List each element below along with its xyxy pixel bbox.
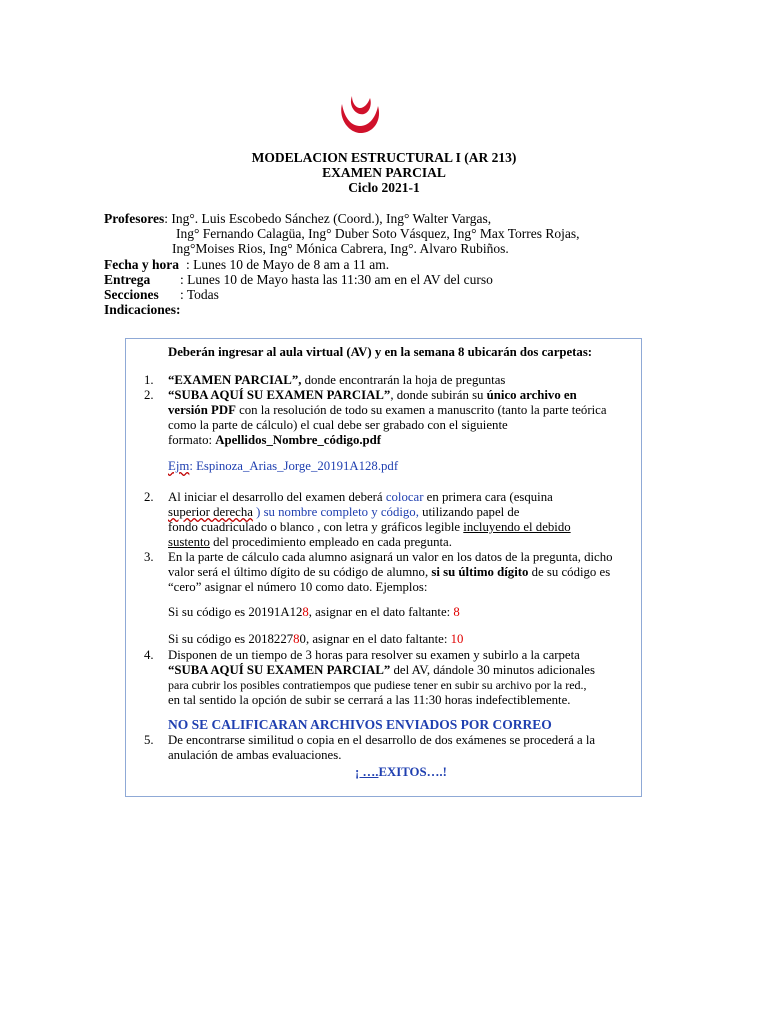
item-1-rest: donde encontrarán la hoja de preguntas xyxy=(301,373,506,387)
item-2b-l1-b: colocar xyxy=(385,490,424,504)
item-2b-l3-b: incluyendo el debido xyxy=(463,520,571,534)
example-value: : Espinoza_Arias_Jorge_20191A128.pdf xyxy=(189,459,399,473)
example-2 xyxy=(168,632,463,647)
item-3-line-1: En la parte de cálculo cada alumno asignará un valor en los datos de la pregunta, dicho xyxy=(168,550,613,564)
item-2b-line-4 xyxy=(168,535,452,550)
item-3-line-2 xyxy=(168,565,610,580)
item-2-line-3: como la parte de cálculo) el cual debe ser grabado con el siguiente xyxy=(168,418,508,432)
item-3-l2-a: valor será el último dígito de su código de alumno, xyxy=(168,565,432,579)
item-3-number: 3. xyxy=(144,550,154,564)
profesores-value-1: : Ing°. Luis Escobedo Sánchez (Coord.), Ing° Walter Vargas, xyxy=(164,211,492,226)
item-2b-l4-b: del procedimiento empleado en cada pregunta. xyxy=(209,535,452,549)
item-2-bold2: único archivo en xyxy=(486,388,577,402)
ex1-d: 8 xyxy=(453,605,460,619)
item-1-bold: “EXAMEN PARCIAL”, xyxy=(168,373,302,387)
item-1-number: 1. xyxy=(144,373,154,387)
item-2b-l2-b: ) su nombre completo y código, xyxy=(252,505,419,519)
item-2b-number: 2. xyxy=(144,490,154,504)
item-2b-l3-a: fondo cuadriculado o blanco , con letra y gráficos legible xyxy=(168,520,464,534)
ex2-a: Si su código es 2018227 xyxy=(168,632,294,646)
ex2-b2: 0 xyxy=(299,632,306,646)
profesores-line-3: Ing°Moises Rios, Ing° Mónica Cabrera, Ing°. Alvaro Rubiños. xyxy=(172,241,509,256)
item-1-text xyxy=(168,373,505,388)
instructions-box xyxy=(125,338,642,797)
item-2-line-1 xyxy=(168,388,577,403)
item-4-l2-bold: “SUBA AQUÍ SU EXAMEN PARCIAL” xyxy=(168,663,391,677)
exam-title: EXAMEN PARCIAL xyxy=(322,165,446,180)
item-2-mid: , donde subirán su xyxy=(390,388,487,402)
item-2b-line-1 xyxy=(168,490,553,505)
secciones-value: : Todas xyxy=(180,287,219,302)
fecha-value: : Lunes 10 de Mayo de 8 am a 11 am. xyxy=(186,257,390,272)
exitos-a: ¡ …. xyxy=(355,765,379,779)
item-2-pdf-bold: versión PDF xyxy=(168,403,236,417)
item-4-l2-rest: del AV, dándole 30 minutos adicionales xyxy=(390,663,595,677)
format-label: formato: xyxy=(168,433,216,447)
ex1-a: Si su código es 20191A12 xyxy=(168,605,303,619)
item-5-line-2: anulación de ambas evaluaciones. xyxy=(168,748,342,762)
item-2b-line-2 xyxy=(168,505,519,520)
item-5-number: 5. xyxy=(144,733,154,747)
example-1 xyxy=(168,605,460,620)
ex1-c: , asignar en el dato faltante: xyxy=(308,605,454,619)
example-filename xyxy=(168,459,398,474)
profesores-line-1 xyxy=(104,211,491,227)
exitos-b: EXITOS….! xyxy=(378,765,447,779)
entrega-value: : Lunes 10 de Mayo hasta las 11:30 am en el AV del curso xyxy=(180,272,493,287)
item-4-line-4: en tal sentido la opción de subir se cerrará a las 11:30 horas indefectiblemente. xyxy=(168,693,571,707)
item-2b-l1-c: en primera cara (esquina xyxy=(423,490,553,504)
item-2-line-2-rest: con la resolución de todo su examen a manuscrito (tanto la parte teórica xyxy=(235,403,607,417)
ex2-c: , asignar en el dato faltante: xyxy=(305,632,451,646)
item-5-line-1: De encontrarse similitud o copia en el desarrollo de dos exámenes se procederá a la xyxy=(168,733,596,747)
item-2-bold: “SUBA AQUÍ SU EXAMEN PARCIAL” xyxy=(168,388,391,402)
ex2-b: 8 xyxy=(293,632,300,646)
course-title: MODELACION ESTRUCTURAL I (AR 213) xyxy=(251,150,517,165)
item-2b-l1-a: Al iniciar el desarrollo del examen deberá xyxy=(168,490,386,504)
item-2b-l2-a: superior derecha xyxy=(168,505,253,519)
item-2b-l4-a: sustento xyxy=(168,535,210,549)
item-4-number: 4. xyxy=(144,648,154,662)
cycle-title: Ciclo 2021-1 xyxy=(348,180,420,195)
item-2-number: 2. xyxy=(144,388,154,402)
ex1-b: 8 xyxy=(302,605,309,619)
format-value: Apellidos_Nombre_código.pdf xyxy=(215,433,382,447)
item-4-line-1: Disponen de un tiempo de 3 horas para resolver su examen y subirlo a la carpeta xyxy=(168,648,580,662)
ex2-d: 10 xyxy=(450,632,464,646)
item-4-line-2 xyxy=(168,663,595,678)
item-2-line-4 xyxy=(168,433,381,448)
university-logo-icon xyxy=(336,92,384,136)
no-email-notice: NO SE CALIFICARAN ARCHIVOS ENVIADOS POR CORREO xyxy=(168,717,552,732)
item-4-line-3: para cubrir los posibles contratiempos que pudiese tener en subir su archivo por la red., xyxy=(168,678,587,692)
item-3-line-3: “cero” asignar el número 10 como dato. Ejemplos: xyxy=(168,580,428,594)
exitos-text xyxy=(355,765,447,780)
box-heading: Deberán ingresar al aula virtual (AV) y en la semana 8 ubicarán dos carpetas: xyxy=(168,345,593,359)
fecha-label: Fecha y hora xyxy=(104,257,179,272)
profesores-line-2: Ing° Fernando Calagüa, Ing° Duber Soto Vásquez, Ing° Max Torres Rojas, xyxy=(176,226,580,241)
item-2b-line-3 xyxy=(168,520,571,535)
item-3-l2-c: de su código es xyxy=(528,565,611,579)
item-2b-l2-c: utilizando papel de xyxy=(418,505,520,519)
example-label: Ejm xyxy=(168,459,190,473)
profesores-label: Profesores xyxy=(104,211,165,226)
entrega-label: Entrega xyxy=(104,272,151,287)
item-3-l2-b: si su último dígito xyxy=(431,565,529,579)
item-2-line-2 xyxy=(168,403,607,418)
indicaciones-label: Indicaciones: xyxy=(104,302,181,317)
secciones-label: Secciones xyxy=(104,287,159,302)
